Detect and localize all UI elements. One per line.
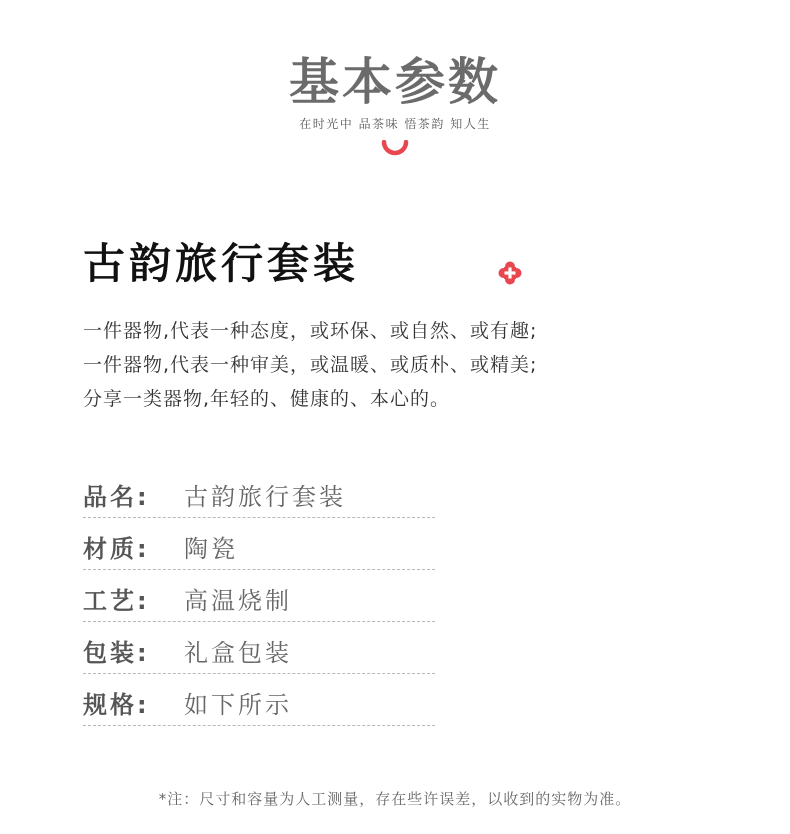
spec-label: 品名: [83, 482, 150, 511]
dashed-divider [83, 725, 435, 726]
product-description [83, 314, 537, 416]
spec-label: 规格: [83, 690, 150, 719]
dashed-divider [83, 673, 435, 674]
red-cross-flower-icon [497, 260, 523, 286]
description-line: 一件器物,代表一种审美，或温暖、或质朴、或精美; [83, 354, 538, 376]
spec-row-size [83, 678, 435, 730]
spec-value: 高温烧制 [184, 586, 292, 615]
dashed-divider [83, 621, 435, 622]
spec-row-material [83, 522, 435, 574]
section-subtitle: 在时光中 品茶味 悟茶韵 知人生 [299, 117, 491, 131]
spec-row-packaging [83, 626, 435, 678]
spec-label: 包装: [83, 638, 150, 667]
spec-value: 如下所示 [184, 690, 292, 719]
red-arc-icon [381, 140, 409, 158]
spec-value: 古韵旅行套装 [184, 482, 346, 511]
spec-label: 工艺: [83, 586, 150, 615]
spec-row-name [83, 470, 435, 522]
product-title: 古韵旅行套装 [83, 239, 360, 288]
dashed-divider [83, 517, 435, 518]
description-line: 一件器物,代表一种态度，或环保、或自然、或有趣; [83, 320, 538, 342]
spec-value: 陶瓷 [184, 534, 238, 563]
dashed-divider [83, 569, 435, 570]
section-title: 基本参数 [289, 52, 501, 111]
spec-list [83, 470, 435, 730]
description-line: 分享一类器物,年轻的、健康的、本心的。 [83, 388, 451, 410]
spec-row-craft [83, 574, 435, 626]
footnote: *注：尺寸和容量为人工测量，存在些许误差，以收到的实物为准。 [158, 790, 632, 808]
spec-label: 材质: [83, 534, 150, 563]
spec-value: 礼盒包装 [184, 638, 292, 667]
